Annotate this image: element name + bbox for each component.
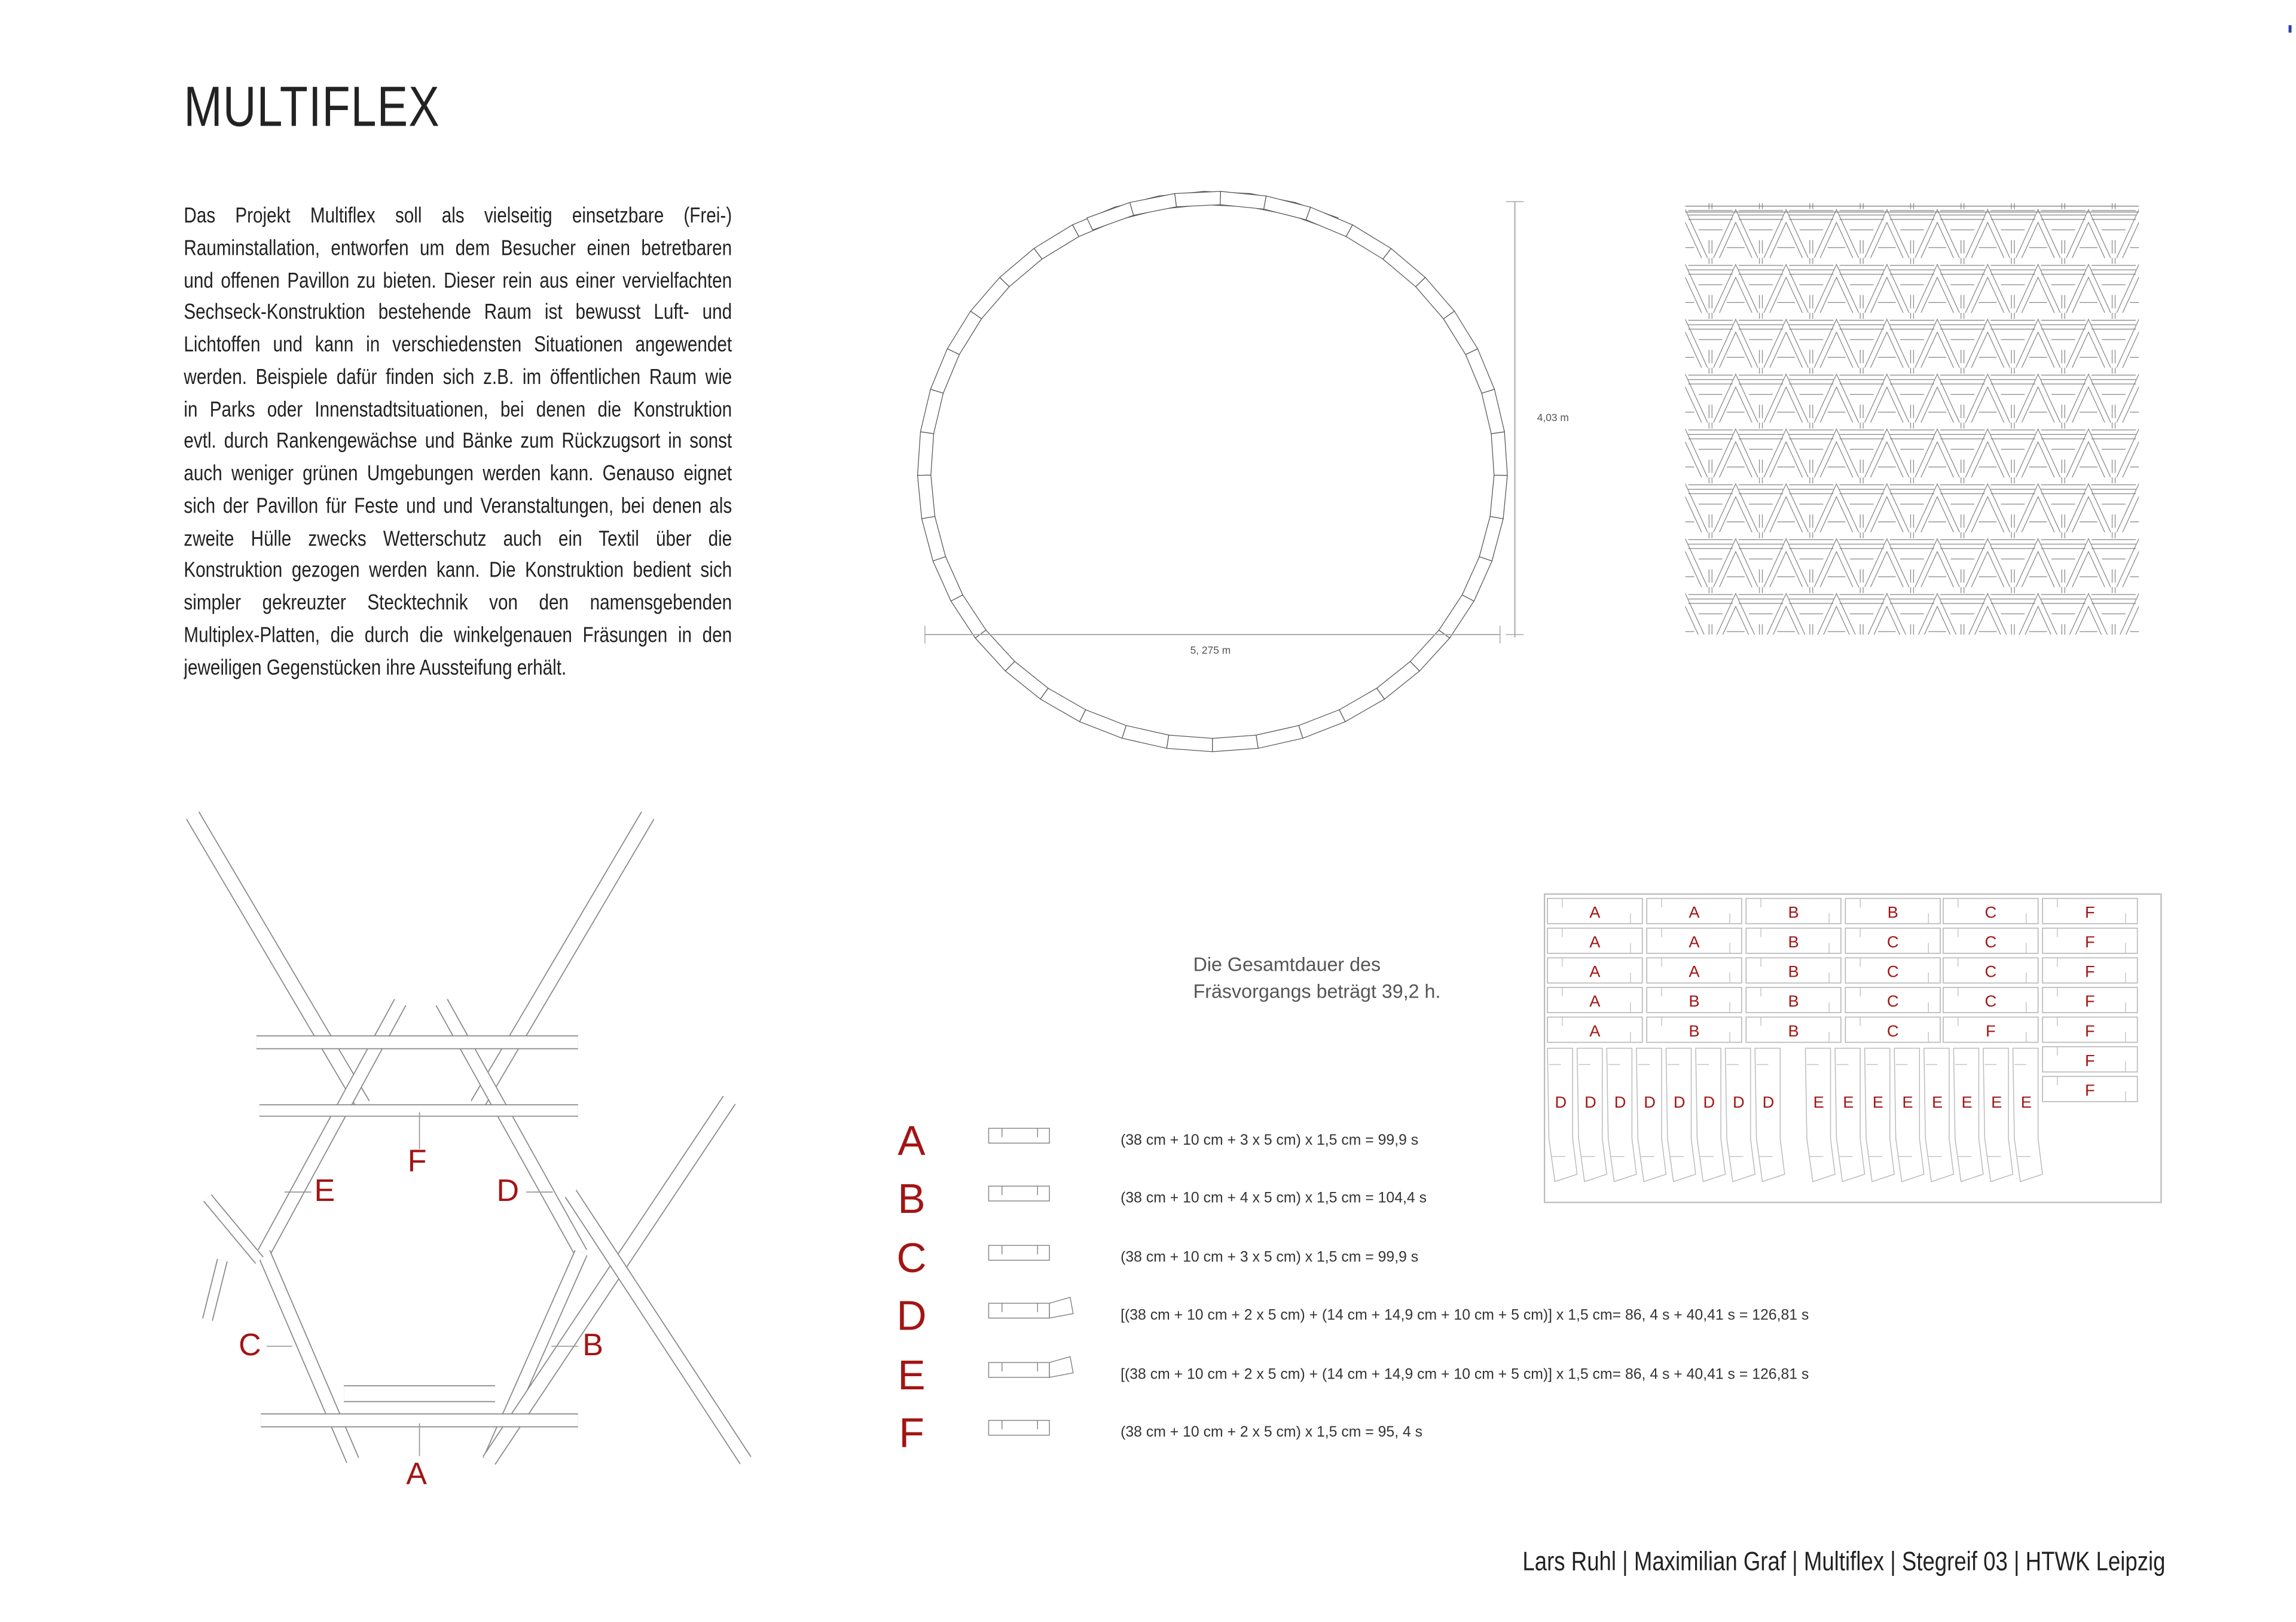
nested-part-label: F bbox=[1985, 1021, 1996, 1040]
nested-part-F bbox=[2042, 958, 2138, 983]
nested-part-C bbox=[1943, 928, 2038, 953]
nested-part-label: B bbox=[1887, 903, 1898, 922]
description-line: Das Projekt Multiflex soll als vielseitig einsetzbare (Frei-) bbox=[184, 205, 732, 228]
nested-part-B bbox=[1746, 958, 1841, 983]
label-F: F bbox=[407, 1144, 427, 1179]
nested-part-C bbox=[1845, 928, 1940, 953]
nested-part-F bbox=[2042, 1077, 2138, 1102]
nested-strip-label: D bbox=[1762, 1092, 1775, 1111]
description-line: werden. Beispiele dafür finden sich z.B. im öffentlichen Raum wie bbox=[184, 365, 732, 390]
label-D: D bbox=[496, 1174, 520, 1209]
label-C: C bbox=[239, 1328, 261, 1363]
part-letter-E: E bbox=[897, 1352, 926, 1398]
label-B: B bbox=[582, 1328, 603, 1363]
nested-strip-E bbox=[2013, 1048, 2042, 1182]
nested-part-label: A bbox=[1689, 932, 1700, 952]
part-letter-A: A bbox=[897, 1118, 926, 1164]
nested-part-label: F bbox=[2085, 903, 2095, 922]
description-line: Multiplex-Platten, die durch die winkelgenauen Fräsungen in den bbox=[184, 624, 732, 648]
nested-part-C bbox=[1943, 958, 2038, 983]
nested-strip-D bbox=[1547, 1048, 1577, 1182]
nested-part-label: A bbox=[1589, 903, 1601, 922]
footer-credits bbox=[1382, 1547, 2166, 1578]
nested-part-B bbox=[1746, 1017, 1841, 1042]
nested-part-B bbox=[1647, 1017, 1742, 1042]
nested-strip-E bbox=[1924, 1048, 1954, 1182]
nested-strip-D bbox=[1696, 1048, 1726, 1182]
nested-part-label: C bbox=[1886, 932, 1899, 952]
nested-part-A bbox=[1547, 958, 1642, 983]
label-E: E bbox=[314, 1174, 335, 1209]
description-line: evtl. durch Rankengewächse und Bänke zum Rückzugsort in sonst bbox=[184, 430, 732, 455]
nested-part-C bbox=[1943, 987, 2038, 1013]
part-formula-E: [(38 cm + 10 cm + 2 x 5 cm) + (14 cm + 14,9 cm + 10 cm + 5 cm)] x 1,5 cm= 86, 4 s + 40,41 s = 126,81 s bbox=[1120, 1367, 1809, 1383]
nested-part-label: A bbox=[1589, 962, 1601, 981]
nested-strip-E bbox=[1894, 1048, 1924, 1182]
nested-strip-D bbox=[1755, 1048, 1785, 1182]
nested-part-label: A bbox=[1589, 992, 1601, 1011]
part-formula-F: (38 cm + 10 cm + 2 x 5 cm) x 1,5 cm = 95, 4 s bbox=[1120, 1425, 1423, 1441]
nested-part-B bbox=[1746, 987, 1841, 1013]
nested-strip-label: E bbox=[1961, 1092, 1973, 1111]
nested-part-A bbox=[1647, 958, 1742, 983]
nested-part-C bbox=[1943, 898, 2038, 923]
nested-part-label: C bbox=[1984, 992, 1997, 1011]
nested-part-label: F bbox=[2085, 992, 2095, 1011]
nested-strip-D bbox=[1577, 1048, 1607, 1182]
description-line: in Parks oder Innenstadtsituationen, bei denen die Konstruktion bbox=[184, 398, 732, 422]
part-letter-B: B bbox=[897, 1175, 926, 1222]
part-formula-C: (38 cm + 10 cm + 3 x 5 cm) x 1,5 cm = 99,9 s bbox=[1120, 1249, 1419, 1267]
nested-strip-label: E bbox=[1931, 1092, 1943, 1111]
height-label: 4,03 m bbox=[1537, 413, 1569, 424]
nested-strip-D bbox=[1636, 1048, 1666, 1182]
description-line: sich der Pavillon für Feste und und Veranstaltungen, bei denen als bbox=[184, 495, 732, 519]
nested-part-F bbox=[2042, 1017, 2138, 1042]
nested-part-F bbox=[2042, 928, 2138, 953]
part-letter-F: F bbox=[899, 1410, 924, 1456]
nested-strip-label: D bbox=[1703, 1092, 1715, 1111]
part-formula-A: (38 cm + 10 cm + 3 x 5 cm) x 1,5 cm = 99,9 s bbox=[1120, 1132, 1419, 1150]
nested-strip-label: E bbox=[1991, 1092, 2002, 1111]
nested-part-label: C bbox=[1984, 903, 1997, 922]
nested-strip-E bbox=[1805, 1048, 1835, 1182]
marker bbox=[2289, 25, 2292, 32]
label-A: A bbox=[406, 1457, 427, 1492]
part-formula-B: (38 cm + 10 cm + 4 x 5 cm) x 1,5 cm = 104,4 s bbox=[1120, 1190, 1427, 1207]
nested-strip-label: D bbox=[1584, 1092, 1596, 1111]
nested-part-label: B bbox=[1689, 1021, 1700, 1040]
description-line: auch weniger grünen Umgebungen werden kann. Genauso eignet bbox=[184, 462, 732, 487]
note-line: Fräsvorgangs beträgt 39,2 h. bbox=[1193, 980, 1441, 1002]
nested-part-label: C bbox=[1886, 1021, 1899, 1040]
nested-part-C bbox=[1845, 958, 1940, 983]
nested-strip-D bbox=[1666, 1048, 1696, 1182]
nested-strip-E bbox=[1983, 1048, 2013, 1182]
description-line: zweite Hülle zwecks Wetterschutz auch ein Textil über die bbox=[184, 527, 732, 551]
nested-part-B bbox=[1647, 987, 1742, 1013]
nested-part-label: A bbox=[1689, 962, 1700, 981]
nested-strip-E bbox=[1953, 1048, 1983, 1182]
description-line: Lichtoffen und kann in verschiedensten Situationen angewendet bbox=[184, 333, 732, 358]
nested-part-label: B bbox=[1788, 962, 1799, 981]
nested-strip-label: E bbox=[1843, 1092, 1854, 1111]
nested-part-F bbox=[2042, 898, 2138, 923]
footer-text: Lars Ruhl | Maximilian Graf | Multiflex | Stegreif 03 | HTWK Leipzig bbox=[1522, 1546, 2166, 1577]
part-letter-C: C bbox=[896, 1235, 927, 1281]
nested-part-label: B bbox=[1788, 1021, 1799, 1040]
nested-part-A bbox=[1547, 898, 1642, 923]
nested-part-A bbox=[1647, 898, 1742, 923]
part-letter-D: D bbox=[896, 1292, 927, 1339]
nested-part-label: C bbox=[1984, 932, 1997, 952]
nested-part-label: F bbox=[2085, 962, 2095, 981]
nested-strip-label: D bbox=[1614, 1092, 1626, 1111]
part-formula-D: [(38 cm + 10 cm + 2 x 5 cm) + (14 cm + 14,9 cm + 10 cm + 5 cm)] x 1,5 cm= 86, 4 s + 40,41 s = 126,81 s bbox=[1120, 1307, 1809, 1324]
nested-part-F bbox=[1943, 1017, 2038, 1042]
nested-strip-label: E bbox=[1902, 1092, 1913, 1111]
nested-part-C bbox=[1845, 1017, 1940, 1042]
nested-part-label: A bbox=[1689, 903, 1700, 922]
nested-part-B bbox=[1746, 898, 1841, 923]
nested-part-C bbox=[1845, 987, 1940, 1013]
nested-part-label: B bbox=[1788, 992, 1799, 1011]
nested-part-label: A bbox=[1589, 932, 1601, 952]
nested-part-F bbox=[2042, 987, 2138, 1013]
nested-strip-label: D bbox=[1644, 1092, 1656, 1111]
nested-strip-E bbox=[1865, 1048, 1895, 1182]
nested-part-label: B bbox=[1788, 932, 1799, 952]
nested-part-label: C bbox=[1984, 962, 1997, 981]
width-label: 5, 275 m bbox=[1190, 646, 1231, 657]
nested-part-B bbox=[1845, 898, 1940, 923]
nested-strip-label: E bbox=[1872, 1092, 1883, 1111]
description-line: Konstruktion gezogen werden kann. Die Konstruktion bedient sich bbox=[184, 559, 732, 583]
nested-part-F bbox=[2042, 1047, 2138, 1072]
nested-part-label: C bbox=[1886, 962, 1899, 981]
nested-part-label: C bbox=[1886, 992, 1899, 1011]
nested-part-A bbox=[1647, 928, 1742, 953]
nested-strip-label: D bbox=[1673, 1092, 1686, 1111]
nested-part-B bbox=[1746, 928, 1841, 953]
nested-strip-D bbox=[1607, 1048, 1636, 1182]
description-line: und offenen Pavillon zu bieten. Dieser rein aus einer vervielfachten bbox=[184, 269, 732, 293]
description-line: Rauminstallation, entworfen um dem Besucher einen betretbaren bbox=[184, 237, 732, 261]
nested-strip-label: D bbox=[1555, 1092, 1567, 1111]
nested-part-label: F bbox=[2085, 1080, 2095, 1099]
page-title-text: MULTIFLEX bbox=[184, 77, 440, 140]
nested-part-label: F bbox=[2085, 1051, 2095, 1070]
nested-part-label: F bbox=[2085, 932, 2095, 952]
description-line: Sechseck-Konstruktion bestehende Raum ist bewusst Luft- und bbox=[184, 301, 732, 325]
nested-strip-D bbox=[1726, 1048, 1755, 1182]
nested-part-A bbox=[1547, 1017, 1642, 1042]
nested-part-A bbox=[1547, 987, 1642, 1013]
nested-part-label: B bbox=[1788, 903, 1799, 922]
note-line: Die Gesamtdauer des bbox=[1193, 953, 1381, 976]
nested-part-label: A bbox=[1589, 1021, 1601, 1040]
nested-strip-label: E bbox=[2020, 1092, 2032, 1111]
nested-part-A bbox=[1547, 928, 1642, 953]
description-line: jeweiligen Gegenstücken ihre Aussteifung erhält. bbox=[184, 655, 567, 680]
nested-strip-label: D bbox=[1733, 1092, 1745, 1111]
nested-strip-E bbox=[1835, 1048, 1865, 1182]
description-line: simpler gekreuzter Stecktechnik von den namensgebenden bbox=[184, 592, 732, 615]
nested-part-label: F bbox=[2085, 1021, 2095, 1040]
nested-strip-label: E bbox=[1813, 1092, 1824, 1111]
nested-part-label: B bbox=[1689, 992, 1700, 1011]
